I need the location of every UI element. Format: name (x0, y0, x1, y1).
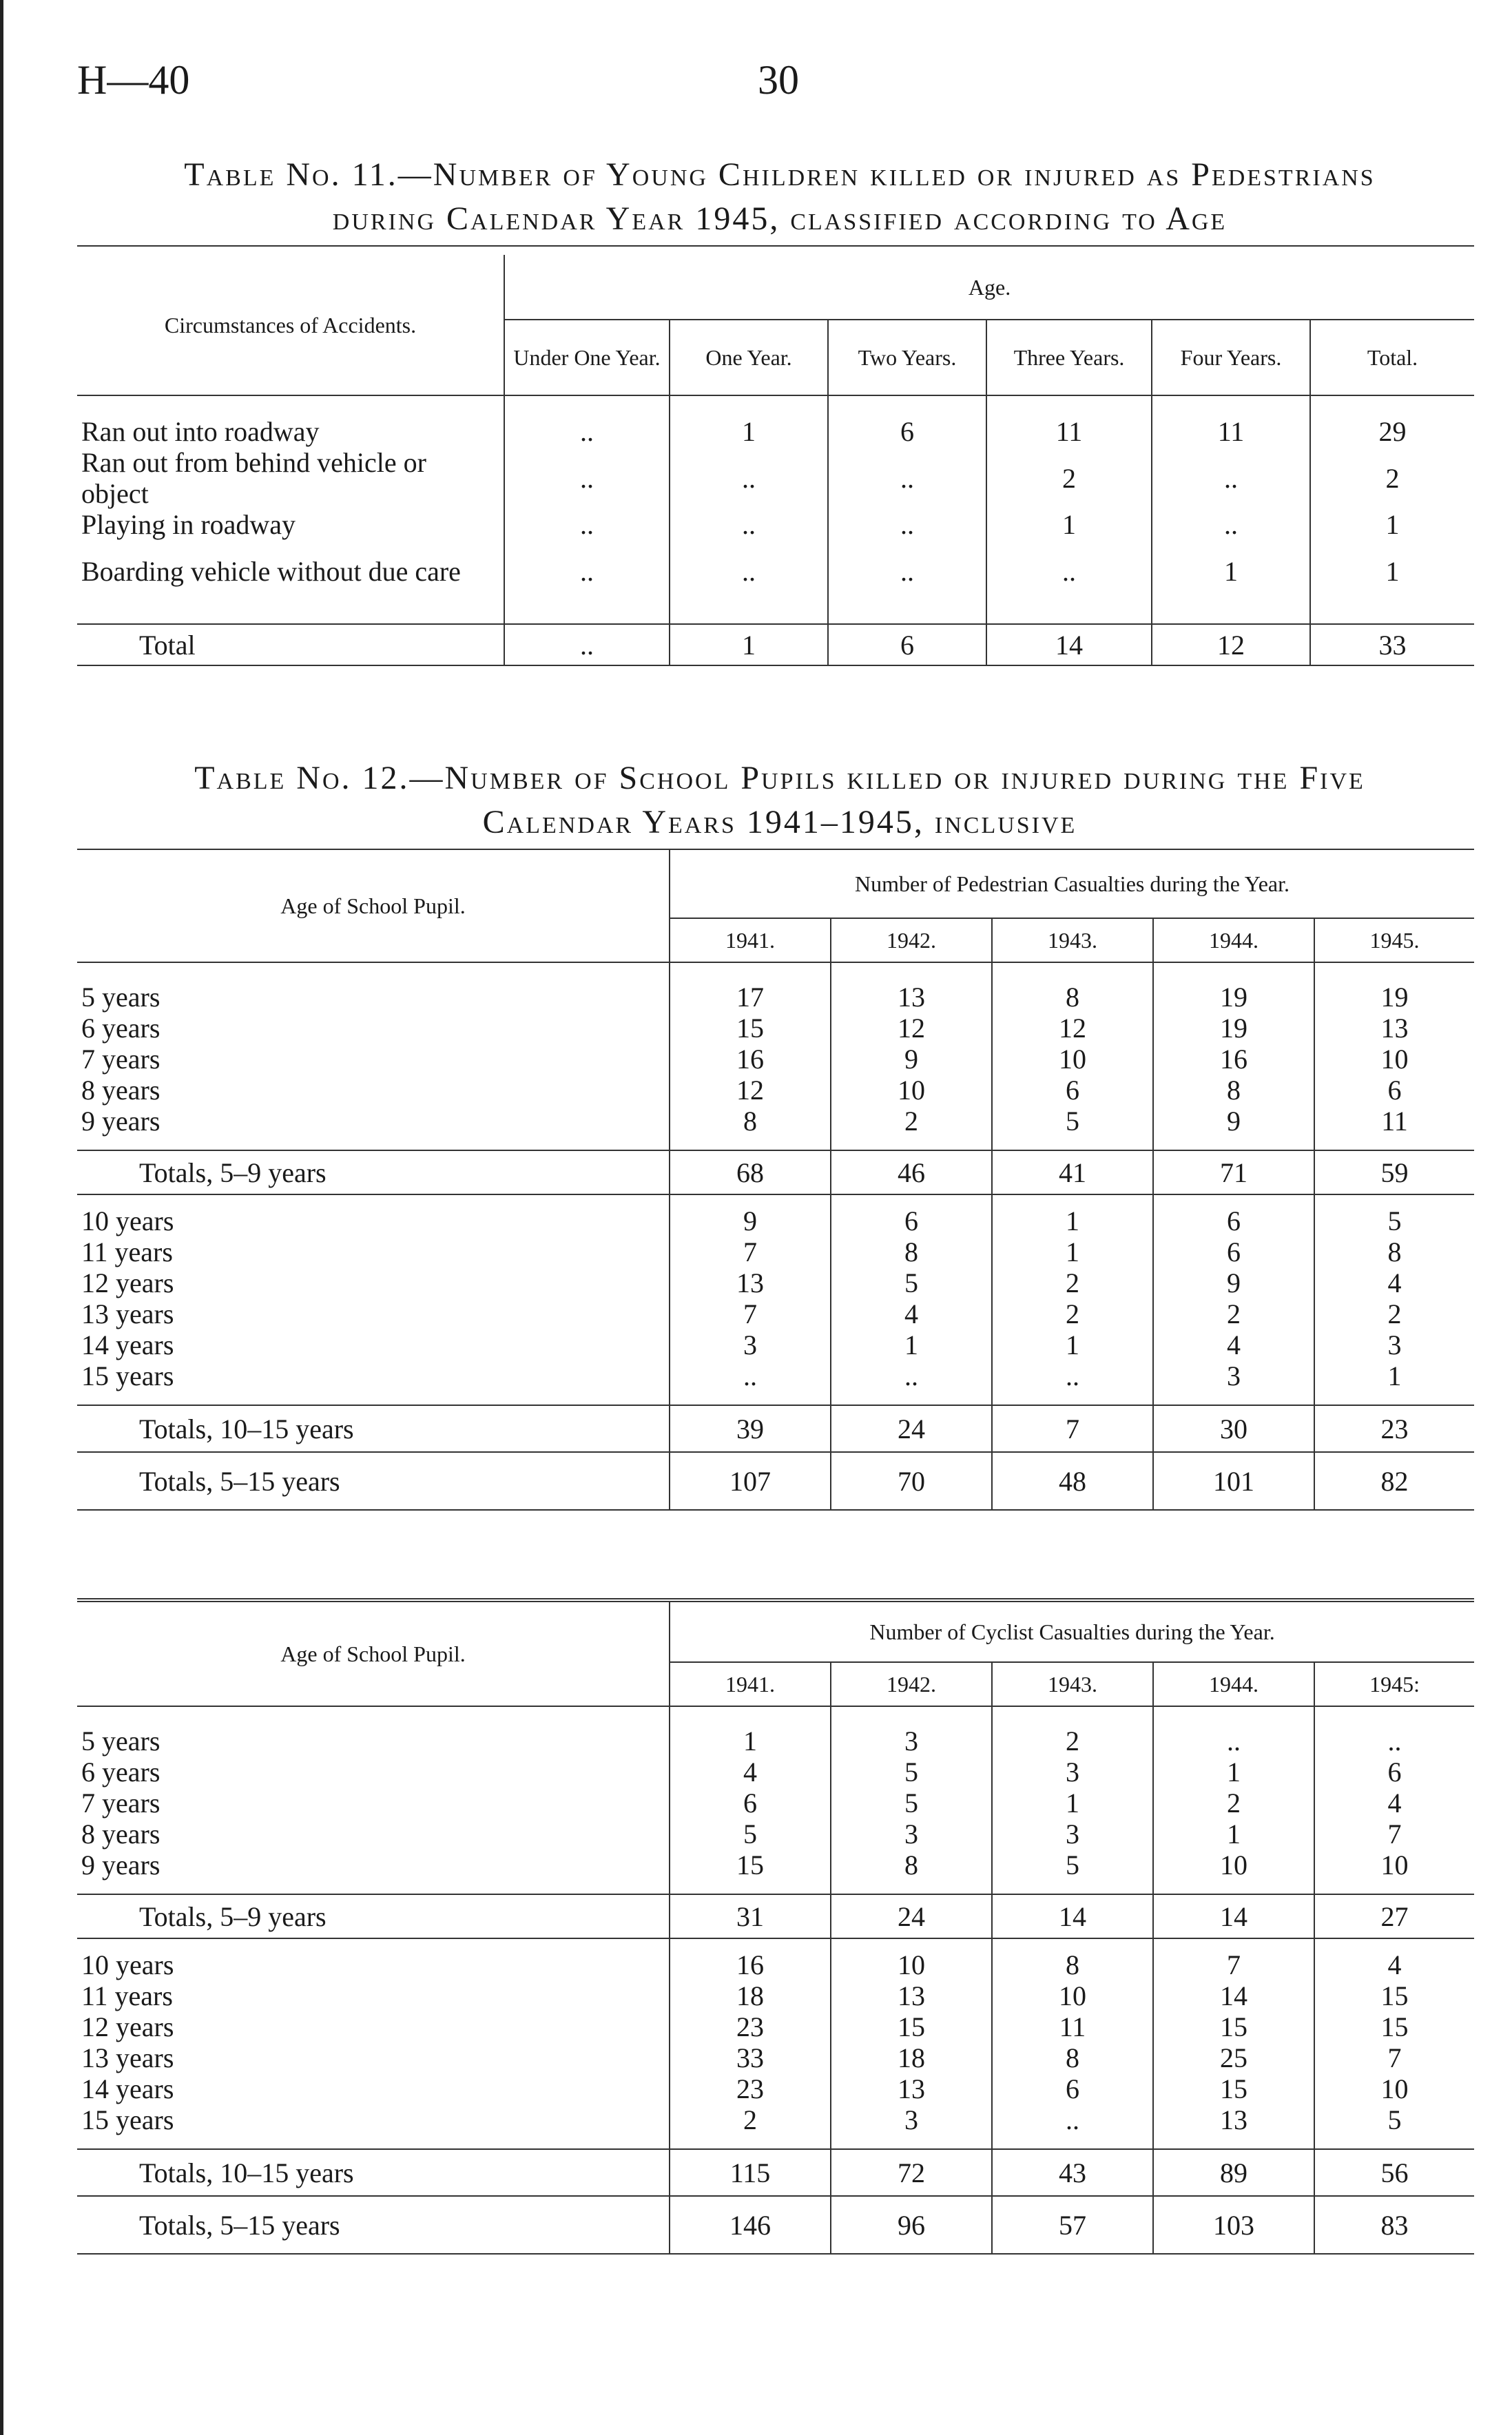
table11-row-value: .. (504, 509, 670, 540)
spacer-row (77, 1194, 1474, 1205)
cyclist-row-value: 8 (992, 2042, 1153, 2073)
pedestrian-row-value: 8 (670, 1106, 831, 1137)
table11-row-value: 1 (670, 416, 828, 447)
cyclist-row-value: 13 (831, 2073, 992, 2104)
cyclist-total-row-value: 27 (1314, 1894, 1474, 1938)
table11-row-value: .. (828, 447, 986, 509)
cyclist-row-value: 15 (831, 2011, 992, 2042)
table11 (77, 255, 1474, 666)
cyclist-row-value: 16 (670, 1949, 831, 1980)
cyclist-age-header: Age of School Pupil. (280, 1641, 466, 1666)
pedestrian-year-header: 1943. (992, 918, 1153, 962)
pedestrian-row-value: 17 (670, 982, 831, 1013)
pedestrian-total-row (77, 1405, 1474, 1452)
cyclist-row-value: .. (1314, 1726, 1474, 1757)
table11-row (77, 509, 1474, 540)
pedestrian-grand-total-row-value: 70 (831, 1452, 992, 1510)
pedestrian-total-row-value: 59 (1314, 1150, 1474, 1194)
table12-title-line2: Calendar Years 1941–1945, inclusive (482, 804, 1077, 840)
table11-row (77, 416, 1474, 447)
cyclist-row-label: 9 years (81, 1849, 160, 1880)
cyclist-row-value: 8 (831, 1849, 992, 1880)
cyclist-row (77, 2073, 1474, 2104)
pedestrian-row (77, 1267, 1474, 1298)
pedestrian-age-header: Age of School Pupil. (280, 893, 466, 918)
pedestrian-group-header: Number of Pedestrian Casualties during the Year. (670, 849, 1474, 918)
cyclist-grand-total-row-value: 146 (670, 2196, 831, 2254)
table11-total-value: 33 (1310, 624, 1474, 665)
table11-row-value: 1 (986, 509, 1152, 540)
cyclist-row (77, 1819, 1474, 1849)
cyclist-year-header: 1945: (1314, 1662, 1474, 1706)
table11-row-value: 1 (1310, 509, 1474, 540)
pedestrian-row-value: 12 (992, 1013, 1153, 1044)
table11-row-value: .. (1152, 509, 1310, 540)
table11-total-label: Total (139, 629, 196, 661)
pedestrian-row (77, 982, 1474, 1013)
pedestrian-grand-total-row-value: 107 (670, 1452, 831, 1510)
pedestrian-grand-total-row-label: Totals, 5–15 years (139, 1465, 340, 1497)
table11-row-label: Playing in roadway (81, 509, 296, 540)
cyclist-row (77, 1788, 1474, 1819)
cyclist-row-value: 2 (1153, 1788, 1314, 1819)
pedestrian-row-value: 10 (992, 1044, 1153, 1075)
cyclist-total-row-value: 14 (1153, 1894, 1314, 1938)
cyclist-row (77, 1757, 1474, 1788)
cyclist-row-label: 15 years (81, 2104, 174, 2135)
cyclist-row-value: 18 (670, 1980, 831, 2011)
table11-row-value: .. (828, 540, 986, 602)
pedestrian-row-value: 10 (831, 1075, 992, 1106)
pedestrian-row (77, 1075, 1474, 1106)
table11-col-header: Total. (1310, 320, 1474, 395)
cyclist-row-value: 1 (1153, 1757, 1314, 1788)
cyclist-row-value: 3 (831, 1819, 992, 1849)
pedestrian-row-value: 9 (1153, 1267, 1314, 1298)
page-edge (0, 0, 3, 2435)
table12-pedestrian (77, 849, 1474, 1511)
pedestrian-row-value: 19 (1153, 982, 1314, 1013)
cyclist-row-value: .. (1153, 1726, 1314, 1757)
pedestrian-row-value: 19 (1314, 982, 1474, 1013)
table12-title (77, 756, 1482, 845)
pedestrian-total-row-value: 39 (670, 1405, 831, 1452)
pedestrian-grand-total-row-value: 82 (1314, 1452, 1474, 1510)
pedestrian-row-value: 3 (1314, 1329, 1474, 1360)
cyclist-row-label: 11 years (81, 1980, 173, 2011)
pedestrian-row-value: 8 (1153, 1075, 1314, 1106)
pedestrian-row-value: 8 (1314, 1236, 1474, 1267)
pedestrian-row-value: 1 (1314, 1360, 1474, 1391)
pedestrian-total-row-value: 71 (1153, 1150, 1314, 1194)
table11-col-header: Under One Year. (504, 320, 670, 395)
table11-total-row (77, 624, 1474, 665)
pedestrian-row-value: 13 (831, 982, 992, 1013)
pedestrian-row-value: 16 (1153, 1044, 1314, 1075)
pedestrian-year-header: 1945. (1314, 918, 1474, 962)
cyclist-row-value: 2 (992, 1726, 1153, 1757)
cyclist-row-value: 3 (992, 1819, 1153, 1849)
pedestrian-total-row-value: 7 (992, 1405, 1153, 1452)
cyclist-row-value: 3 (831, 2104, 992, 2135)
cyclist-row-value: 5 (831, 1757, 992, 1788)
table11-total-value: 14 (986, 624, 1152, 665)
spacer-row (77, 1880, 1474, 1894)
pedestrian-row-label: 6 years (81, 1013, 160, 1044)
pedestrian-row-label: 12 years (81, 1267, 174, 1298)
cyclist-total-row (77, 2149, 1474, 2196)
cyclist-row-value: 23 (670, 2073, 831, 2104)
table11-row (77, 447, 1474, 509)
pedestrian-row-label: 7 years (81, 1044, 160, 1075)
cyclist-row-value: 4 (1314, 1949, 1474, 1980)
pedestrian-row-value: 4 (1314, 1267, 1474, 1298)
cyclist-year-header: 1944. (1153, 1662, 1314, 1706)
table11-row-label: Ran out from behind vehicle or object (81, 447, 426, 509)
pedestrian-row-value: 4 (831, 1298, 992, 1329)
table11-circ-header: Circumstances of Accidents. (164, 312, 417, 338)
pedestrian-row-value: 3 (670, 1329, 831, 1360)
cyclist-total-row-value: 115 (670, 2149, 831, 2196)
pedestrian-row-value: 2 (831, 1106, 992, 1137)
cyclist-row-value: 4 (670, 1757, 831, 1788)
page-ref: H—40 (77, 57, 190, 103)
table11-total-value: 12 (1152, 624, 1310, 665)
cyclist-row-value: 10 (1314, 1849, 1474, 1880)
cyclist-total-row-value: 31 (670, 1894, 831, 1938)
table11-row-value: 2 (1310, 447, 1474, 509)
pedestrian-row (77, 1329, 1474, 1360)
cyclist-grand-total-row-value: 57 (992, 2196, 1153, 2254)
cyclist-row-value: 33 (670, 2042, 831, 2073)
cyclist-row-value: 25 (1153, 2042, 1314, 2073)
table11-row-value: .. (828, 509, 986, 540)
pedestrian-row-value: 2 (992, 1298, 1153, 1329)
pedestrian-year-header: 1941. (670, 918, 831, 962)
cyclist-row-label: 14 years (81, 2073, 174, 2104)
pedestrian-row-value: 2 (1314, 1298, 1474, 1329)
table11-col-header: Four Years. (1152, 320, 1310, 395)
table11-col-header: Three Years. (986, 320, 1152, 395)
cyclist-row (77, 2104, 1474, 2135)
cyclist-row-value: 15 (1153, 2011, 1314, 2042)
table11-row-value: 11 (1152, 416, 1310, 447)
pedestrian-row-value: 9 (831, 1044, 992, 1075)
table11-top-rule (77, 245, 1474, 247)
pedestrian-row-value: 6 (1153, 1205, 1314, 1236)
cyclist-group-header: Number of Cyclist Casualties during the Year. (670, 1600, 1474, 1662)
cyclist-row-value: 5 (670, 1819, 831, 1849)
cyclist-row-value: 5 (1314, 2104, 1474, 2135)
pedestrian-row-value: 16 (670, 1044, 831, 1075)
pedestrian-row-label: 8 years (81, 1075, 160, 1106)
cyclist-year-header: 1941. (670, 1662, 831, 1706)
pedestrian-row (77, 1236, 1474, 1267)
cyclist-total-row-label: Totals, 10–15 years (139, 2157, 354, 2188)
cyclist-row-value: 13 (831, 1980, 992, 2011)
cyclist-row-value: 10 (831, 1949, 992, 1980)
table12-cyclist (77, 1598, 1474, 2255)
table11-row-value: .. (1152, 447, 1310, 509)
table11-row-value: 11 (986, 416, 1152, 447)
spacer-row (77, 2135, 1474, 2149)
pedestrian-row-label: 11 years (81, 1236, 173, 1267)
cyclist-total-row-value: 56 (1314, 2149, 1474, 2196)
pedestrian-row-value: 1 (992, 1205, 1153, 1236)
pedestrian-row-value: 1 (992, 1329, 1153, 1360)
table11-row-value: 6 (828, 416, 986, 447)
cyclist-grand-total-row-value: 96 (831, 2196, 992, 2254)
cyclist-row-value: 18 (831, 2042, 992, 2073)
pedestrian-row-label: 10 years (81, 1205, 174, 1236)
cyclist-total-row-label: Totals, 5–9 years (139, 1900, 327, 1932)
pedestrian-total-row-value: 24 (831, 1405, 992, 1452)
pedestrian-row (77, 1205, 1474, 1236)
table11-total-value: 6 (828, 624, 986, 665)
cyclist-grand-total-row-value: 83 (1314, 2196, 1474, 2254)
cyclist-row-value: 7 (1314, 1819, 1474, 1849)
table11-total-value: .. (504, 624, 670, 665)
pedestrian-row-value: 11 (1314, 1106, 1474, 1137)
cyclist-grand-total-row-label: Totals, 5–15 years (139, 2209, 340, 2241)
cyclist-row-value: 15 (1314, 1980, 1474, 2011)
cyclist-row-value: 10 (1314, 2073, 1474, 2104)
table11-title-line1: Table No. 11.—Number of Young Children killed or injured as Pedestrians (184, 156, 1376, 193)
pedestrian-row-value: 13 (1314, 1013, 1474, 1044)
pedestrian-row-value: 5 (992, 1106, 1153, 1137)
pedestrian-row-value: 3 (1153, 1360, 1314, 1391)
table11-age-header: Age. (504, 255, 1474, 320)
pedestrian-row-label: 9 years (81, 1106, 160, 1137)
spacer-row (77, 962, 1474, 982)
cyclist-row-value: 3 (992, 1757, 1153, 1788)
cyclist-row-value: 7 (1314, 2042, 1474, 2073)
cyclist-row-value: 5 (831, 1788, 992, 1819)
pedestrian-row-value: 7 (670, 1236, 831, 1267)
cyclist-total-row-value: 89 (1153, 2149, 1314, 2196)
table11-row-value: .. (670, 447, 828, 509)
pedestrian-row-value: 8 (831, 1236, 992, 1267)
cyclist-row-value: 1 (1153, 1819, 1314, 1849)
table11-row-value: 1 (1152, 540, 1310, 602)
cyclist-row-value: 15 (1153, 2073, 1314, 2104)
pedestrian-row-value: 2 (992, 1267, 1153, 1298)
pedestrian-total-row-value: 23 (1314, 1405, 1474, 1452)
spacer-row (77, 1391, 1474, 1405)
cyclist-row-label: 8 years (81, 1819, 160, 1849)
cyclist-row (77, 1849, 1474, 1880)
pedestrian-total-row-value: 46 (831, 1150, 992, 1194)
cyclist-grand-total-row (77, 2196, 1474, 2254)
pedestrian-row (77, 1360, 1474, 1391)
pedestrian-row-value: .. (831, 1360, 992, 1391)
pedestrian-row-value: 9 (670, 1205, 831, 1236)
page-number: 30 (758, 57, 799, 103)
pedestrian-row-value: .. (992, 1360, 1153, 1391)
pedestrian-row-value: 19 (1153, 1013, 1314, 1044)
table11-title (77, 153, 1482, 241)
table11-row (77, 540, 1474, 602)
pedestrian-row-value: 2 (1153, 1298, 1314, 1329)
pedestrian-row-value: 12 (831, 1013, 992, 1044)
pedestrian-row-value: 4 (1153, 1329, 1314, 1360)
pedestrian-total-row-value: 68 (670, 1150, 831, 1194)
table11-total-value: 1 (670, 624, 828, 665)
table12-title-line1: Table No. 12.—Number of School Pupils killed or injured during the Five (194, 760, 1365, 796)
cyclist-row-value: 7 (1153, 1949, 1314, 1980)
pedestrian-year-header: 1942. (831, 918, 992, 962)
cyclist-row (77, 1949, 1474, 1980)
cyclist-row-value: 6 (670, 1788, 831, 1819)
pedestrian-row-value: 6 (1153, 1236, 1314, 1267)
table11-row-label: Boarding vehicle without due care (81, 555, 461, 587)
cyclist-total-row-value: 43 (992, 2149, 1153, 2196)
pedestrian-row-value: .. (670, 1360, 831, 1391)
spacer-row (77, 1706, 1474, 1726)
pedestrian-year-header: 1944. (1153, 918, 1314, 962)
pedestrian-row-label: 15 years (81, 1360, 174, 1391)
pedestrian-row (77, 1298, 1474, 1329)
pedestrian-total-row-label: Totals, 10–15 years (139, 1413, 354, 1444)
cyclist-total-row-value: 24 (831, 1894, 992, 1938)
cyclist-row-value: 6 (1314, 1757, 1474, 1788)
pedestrian-grand-total-row-value: 48 (992, 1452, 1153, 1510)
table11-row-value: .. (986, 540, 1152, 602)
cyclist-row-value: 13 (1153, 2104, 1314, 2135)
cyclist-row (77, 1726, 1474, 1757)
pedestrian-total-row (77, 1150, 1474, 1194)
pedestrian-row-label: 14 years (81, 1329, 174, 1360)
pedestrian-row-value: 8 (992, 982, 1153, 1013)
pedestrian-row-value: 6 (831, 1205, 992, 1236)
pedestrian-row (77, 1044, 1474, 1075)
pedestrian-row-value: 10 (1314, 1044, 1474, 1075)
cyclist-row-value: 8 (992, 1949, 1153, 1980)
pedestrian-total-row-value: 41 (992, 1150, 1153, 1194)
cyclist-total-row (77, 1894, 1474, 1938)
table11-row-value: 1 (1310, 540, 1474, 602)
pedestrian-total-row-label: Totals, 5–9 years (139, 1157, 327, 1188)
table11-col-header: One Year. (670, 320, 828, 395)
cyclist-row-value: 4 (1314, 1788, 1474, 1819)
cyclist-year-header: 1943. (992, 1662, 1153, 1706)
cyclist-row (77, 2011, 1474, 2042)
cyclist-row-value: 5 (992, 1849, 1153, 1880)
pedestrian-row-value: 5 (1314, 1205, 1474, 1236)
cyclist-row (77, 2042, 1474, 2073)
cyclist-row-value: 3 (831, 1726, 992, 1757)
table11-row-value: .. (670, 509, 828, 540)
table11-row-value: 29 (1310, 416, 1474, 447)
table11-row-value: .. (670, 540, 828, 602)
pedestrian-total-row-value: 30 (1153, 1405, 1314, 1452)
cyclist-row-label: 6 years (81, 1757, 160, 1788)
table11-title-line2: during Calendar Year 1945, classified according to Age (332, 200, 1228, 237)
spacer-row (77, 1938, 1474, 1949)
pedestrian-row-value: 5 (831, 1267, 992, 1298)
cyclist-row-value: 10 (1153, 1849, 1314, 1880)
cyclist-grand-total-row-value: 103 (1153, 2196, 1314, 2254)
cyclist-row-value: 11 (992, 2011, 1153, 2042)
cyclist-row-value: 14 (1153, 1980, 1314, 2011)
cyclist-total-row-value: 72 (831, 2149, 992, 2196)
cyclist-year-header: 1942. (831, 1662, 992, 1706)
pedestrian-grand-total-row (77, 1452, 1474, 1510)
cyclist-row-value: 1 (670, 1726, 831, 1757)
cyclist-total-row-value: 14 (992, 1894, 1153, 1938)
cyclist-row (77, 1980, 1474, 2011)
pedestrian-row (77, 1013, 1474, 1044)
cyclist-row-label: 13 years (81, 2042, 174, 2073)
pedestrian-row-value: 6 (1314, 1075, 1474, 1106)
table11-row-value: .. (504, 416, 670, 447)
table11-row-label: Ran out into roadway (81, 416, 320, 447)
pedestrian-grand-total-row-value: 101 (1153, 1452, 1314, 1510)
pedestrian-row-value: 13 (670, 1267, 831, 1298)
pedestrian-row-label: 5 years (81, 982, 160, 1013)
cyclist-row-value: 15 (670, 1849, 831, 1880)
table11-col-header: Two Years. (828, 320, 986, 395)
spacer-row (77, 1137, 1474, 1150)
cyclist-row-value: 2 (670, 2104, 831, 2135)
pedestrian-row-value: 15 (670, 1013, 831, 1044)
pedestrian-row-value: 7 (670, 1298, 831, 1329)
cyclist-row-label: 7 years (81, 1788, 160, 1819)
cyclist-row-value: 6 (992, 2073, 1153, 2104)
cyclist-row-label: 10 years (81, 1949, 174, 1980)
pedestrian-row-label: 13 years (81, 1298, 174, 1329)
cyclist-row-label: 5 years (81, 1726, 160, 1757)
cyclist-row-value: .. (992, 2104, 1153, 2135)
pedestrian-row-value: 9 (1153, 1106, 1314, 1137)
pedestrian-row-value: 6 (992, 1075, 1153, 1106)
pedestrian-row-value: 1 (831, 1329, 992, 1360)
table11-row-value: 2 (986, 447, 1152, 509)
table11-row-value: .. (504, 447, 670, 509)
pedestrian-row-value: 1 (992, 1236, 1153, 1267)
cyclist-row-value: 15 (1314, 2011, 1474, 2042)
cyclist-row-label: 12 years (81, 2011, 174, 2042)
pedestrian-row (77, 1106, 1474, 1137)
cyclist-row-value: 23 (670, 2011, 831, 2042)
table11-row-value: .. (504, 540, 670, 602)
pedestrian-row-value: 12 (670, 1075, 831, 1106)
cyclist-row-value: 1 (992, 1788, 1153, 1819)
cyclist-row-value: 10 (992, 1980, 1153, 2011)
